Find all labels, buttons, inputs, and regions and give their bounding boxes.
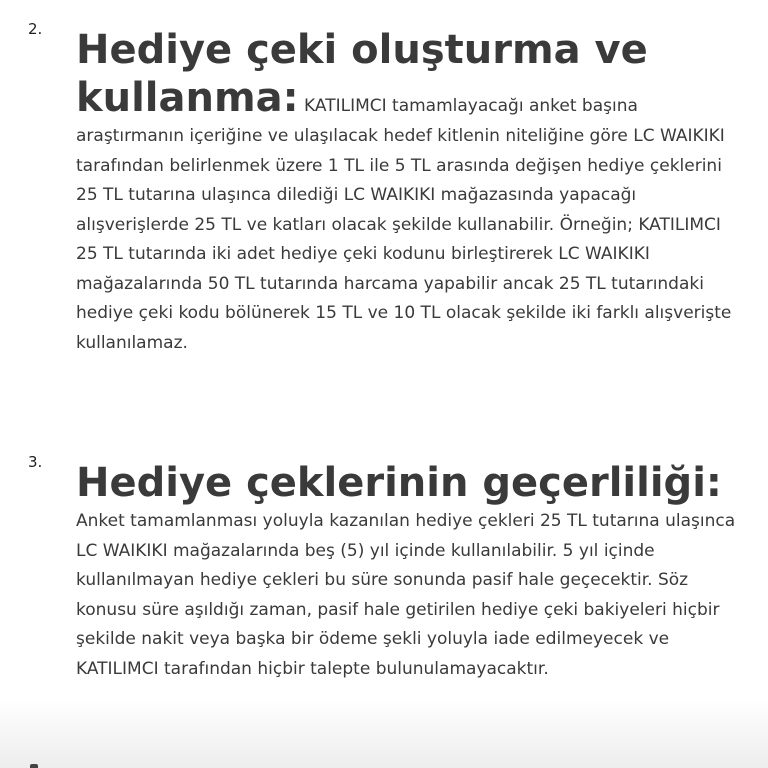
next-section-marker [30, 764, 38, 768]
section-number: 2. [28, 20, 43, 38]
section-heading: Hediye çeklerinin geçerliliği: [76, 460, 722, 506]
section-body: Anket tamamlanması yoluyla kazanılan hediye çekleri 25 TL tutarına ulaşınca LC WAIKIKI mağazalarında beş (5) yıl içinde kullanılabilir. 5 yıl içinde kullanılmayan hediye çekleri bu süre sonunda pasif hale geçecektir. Söz konusu süre aşıldığı zaman, pasif hale getirilen hediye çeki bakiyeleri hiçbir şekilde nakit veya başka bir ödeme şekli yoluyla iade edilmeyecek ve KATILIMCI tarafından hiçbir talepte bulunulamayacaktır. [76, 511, 736, 679]
section-content [76, 459, 744, 684]
bottom-fade [0, 698, 768, 768]
section-number: 3. [28, 453, 43, 471]
section-content [76, 26, 744, 358]
section-body: KATILIMCI tamamlayacağı anket başına araştırmanın içeriğine ve ulaşılacak hedef kitlenin niteliğine göre LC WAIKIKI tarafından belirlenmek üzere 1 TL ile 5 TL arasında değişen hediye çeklerini 25 TL tutarına ulaşınca dilediği LC WAIKIKI mağazasında yapacağı alışverişlerde 25 TL ve katları olacak şekilde kullanabilir. Örneğin; KATILIMCI 25 TL tutarında iki adet hediye çeki kodunu birleştirerek LC WAIKIKI mağazalarında 50 TL tutarında harcama yapabilir ancak 25 TL tutarındaki hediye çeki kodu bölünerek 15 TL ve 10 TL olacak şekilde iki farklı alışverişte kullanılamaz. [76, 96, 732, 353]
section-heading: Hediye çeki oluşturma ve kullanma: [76, 27, 648, 121]
